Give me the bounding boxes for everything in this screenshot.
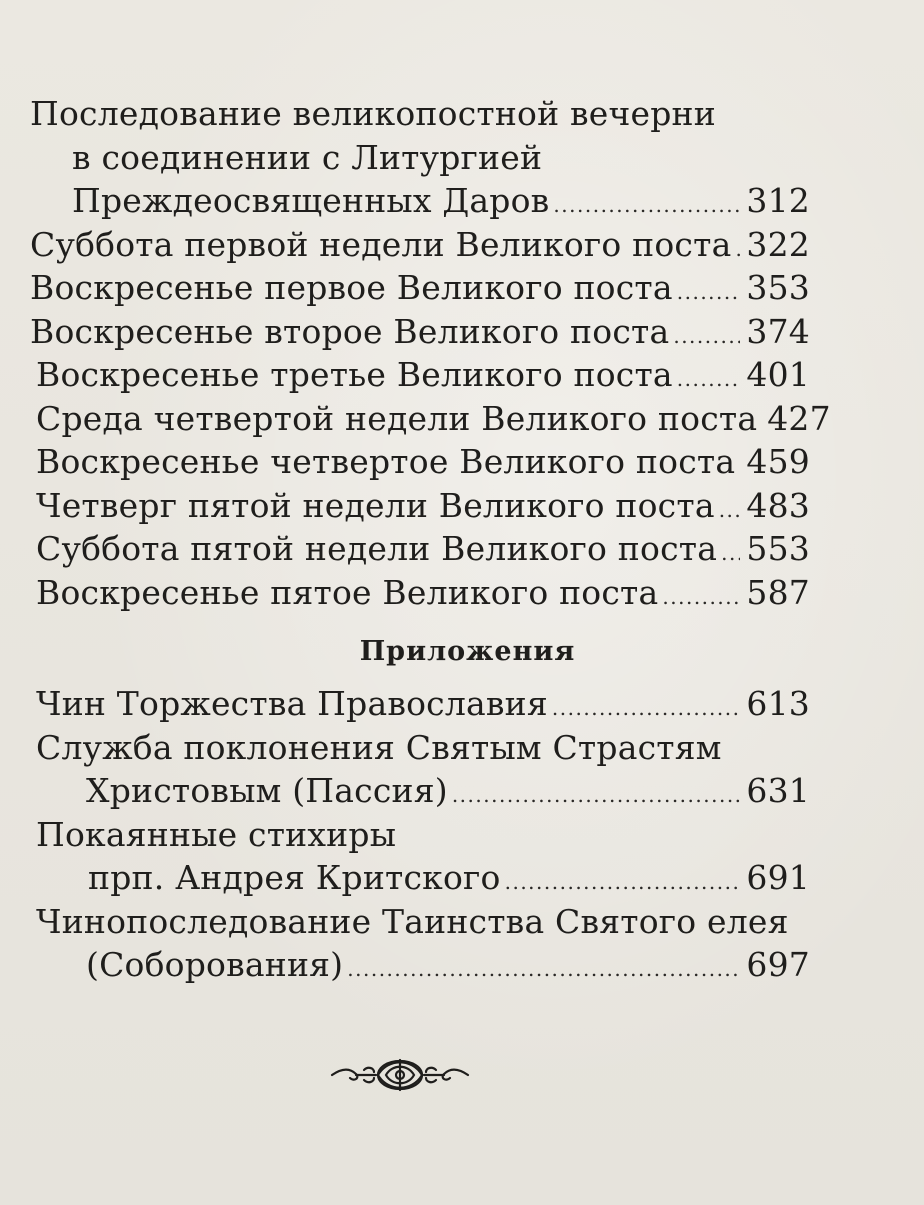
toc-entry	[30, 92, 810, 223]
toc-entry-line	[30, 136, 810, 180]
dot-leader	[719, 489, 741, 533]
toc-entry	[30, 571, 810, 615]
dot-leader	[505, 861, 741, 905]
toc-entry-title: Среда четвертой недели Великого поста	[36, 398, 758, 438]
toc-entry-title: Преждеосвященных Даров	[72, 181, 550, 220]
toc-entry	[30, 484, 810, 528]
toc-entry-title: Служба поклонения Святым Страстям	[36, 727, 722, 767]
toc-entry-title: Христовым (Пассия)	[86, 771, 448, 810]
toc-entry-line	[30, 92, 810, 136]
dot-leader	[673, 315, 740, 359]
toc-page-number: 631	[746, 771, 810, 810]
toc-page-number: 691	[746, 858, 810, 897]
dot-leader	[662, 576, 740, 620]
dot-leader	[347, 948, 740, 992]
toc-entry-title: Суббота первой недели Великого поста	[30, 224, 732, 264]
toc-entry	[30, 527, 810, 571]
toc-entry	[30, 310, 810, 354]
toc-entry-line	[36, 856, 810, 900]
toc-entry	[30, 726, 810, 813]
toc-entry-title: Воскресенье пятое Великого поста	[36, 572, 659, 612]
toc-entry	[30, 223, 810, 267]
dot-leader	[677, 271, 741, 315]
toc-page-number: 312	[746, 181, 810, 220]
toc-entry-title: Чинопоследование Таинства Святого елея	[36, 901, 789, 941]
toc-entry-title: Четверг пятой недели Великого поста	[36, 485, 715, 525]
toc-page-number: 587	[746, 572, 810, 612]
toc-entry	[30, 266, 810, 310]
toc-entry-title: Воскресенье первое Великого поста	[30, 268, 673, 307]
toc-entry-line	[36, 900, 810, 944]
dot-leader	[553, 184, 740, 228]
toc-entry	[30, 353, 810, 397]
dot-leader	[739, 445, 740, 489]
dot-leader	[677, 358, 741, 402]
toc-entry-title: Суббота пятой недели Великого поста	[36, 529, 718, 568]
toc-entry-title: Воскресенье второе Великого поста	[30, 311, 670, 351]
toc-page-number: 427	[767, 398, 831, 438]
toc-entry-line	[30, 179, 810, 223]
toc-page-number: 483	[746, 485, 810, 525]
toc-entry	[30, 397, 831, 441]
decorative-flourish-icon	[330, 1050, 470, 1100]
dot-leader	[452, 774, 741, 818]
toc-entry-title: Воскресенье четвертое Великого поста	[36, 442, 736, 481]
dot-leader	[721, 532, 740, 576]
toc-page-number: 401	[746, 355, 810, 394]
toc-page-number: 553	[746, 529, 810, 568]
toc-entry-title: в соединении с Литургией	[72, 137, 543, 177]
toc-entry-line	[36, 813, 810, 857]
toc-entry-line	[36, 769, 810, 813]
toc-page-number: 322	[746, 224, 810, 264]
toc-entry	[30, 900, 810, 987]
toc-entry-title: (Соборования)	[86, 945, 344, 984]
toc-page-number: 697	[746, 945, 810, 984]
table-of-contents	[30, 92, 831, 987]
toc-page-number: 613	[746, 684, 810, 723]
toc-entry-title: прп. Андрея Критского	[88, 858, 501, 897]
appendix-heading: Приложения	[359, 636, 576, 667]
toc-entry-line	[36, 726, 810, 770]
toc-page-number: 459	[746, 442, 810, 481]
toc-entry	[30, 440, 810, 484]
dot-leader	[552, 687, 741, 731]
toc-entry-title: Чин Торжества Православия	[36, 684, 548, 723]
dot-leader	[735, 228, 740, 272]
toc-entry	[30, 813, 810, 900]
toc-page-number: 353	[746, 268, 810, 307]
toc-entry	[30, 682, 810, 726]
toc-entry-title: Воскресенье третье Великого поста	[36, 355, 673, 394]
toc-entry-title: Последование великопостной вечерни	[30, 94, 716, 133]
toc-page-number: 374	[746, 311, 810, 351]
toc-entry-line	[36, 943, 810, 987]
toc-entry-title: Покаянные стихиры	[36, 814, 397, 854]
